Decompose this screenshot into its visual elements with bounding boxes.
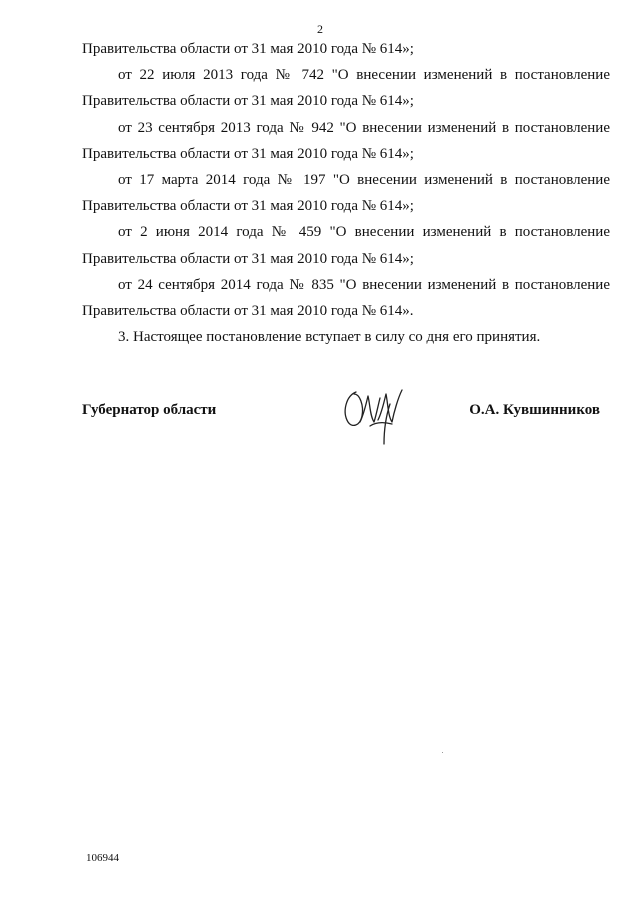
scan-speck [442,752,443,753]
document-body [82,36,610,350]
handwritten-signature [340,382,410,448]
signature-block [82,388,610,448]
signatory-title: Губернатор области [82,402,217,418]
paragraph-amendment-2014-03-17: от 17 марта 2014 года № 197 "О внесении изменений в постановление Правительства области от 31 мая 2010 года № 614»; [82,172,610,215]
paragraph-amendment-2013-07-22: от 22 июля 2013 года № 742 "О внесении изменений в постановление Правительства области от 31 мая 2010 года № 614»; [82,67,610,110]
document-code: 106944 [86,852,119,864]
page-number: 2 [317,22,323,36]
paragraph-amendment-2013-09-23: от 23 сентября 2013 года № 942 "О внесении изменений в постановление Правительства области от 31 мая 2010 года № 614»; [82,119,610,162]
paragraph-effective-clause: 3. Настоящее постановление вступает в силу со дня его принятия. [118,329,541,346]
paragraph-amendment-2014-06-02: от 2 июня 2014 года № 459 "О внесении изменений в постановление Правительства области от 31 мая 2010 года № 614»; [82,224,610,267]
paragraph-amendment-2014-09-24: от 24 сентября 2014 года № 835 "О внесении изменений в постановление Правительства области от 31 мая 2010 года № 614». [82,276,610,320]
paragraph-continuation: Правительства области от 31 мая 2010 года № 614»; [82,41,414,57]
signatory-name: О.А. Кувшинников [469,402,600,418]
